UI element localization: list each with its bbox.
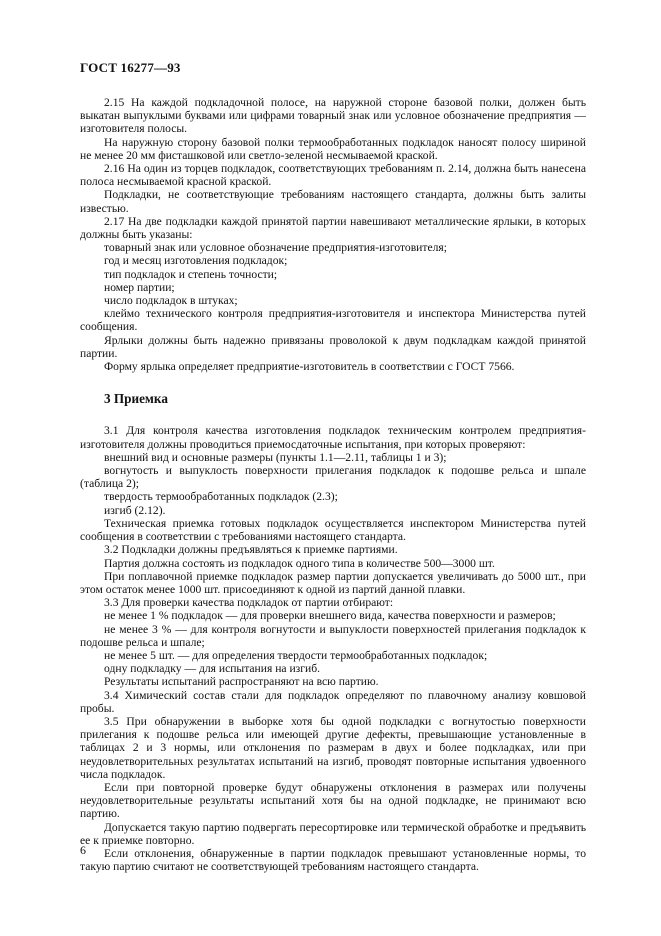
section-title: 3 Приемка [104, 391, 168, 407]
paragraph-2-15-paint: На наружную сторону базовой полки термообработанных подкладок наносят полосу шириной не менее 20 мм фисташковой или светло-зеленой несмываемой краской. [80, 135, 586, 162]
page-number: 6 [80, 843, 86, 857]
list-item: внешний вид и основные размеры (пункты 1.1—2.11, таблицы 1 и 3); [104, 450, 447, 464]
list-item: твердость термообработанных подкладок (2.3); [104, 490, 338, 504]
paragraph-3-2: 3.2 Подкладки должны предъявляться к приемке партиями. [104, 543, 398, 557]
paragraph-label-form: Форму ярлыка определяет предприятие-изготовитель в соответствии с ГОСТ 7566. [104, 360, 515, 374]
list-item: номер партии; [104, 280, 175, 294]
paragraph-3-1-tail: Техническая приемка готовых подкладок осуществляется инспектором Министерства путей сообщения в соответствии с требованиями настоящего стандарта. [80, 516, 586, 544]
document-body [80, 96, 586, 873]
paragraph-3-5-repeat: Если при повторной проверке будут обнаружены отклонения в размерах или получены неудовлетворительные результаты испытаний хотя бы на одной подкладке, не принимают всю партию. [80, 780, 586, 821]
list-item: клеймо технического контроля предприятия-изготовителя и инспектора Министерства путей сообщения. [80, 307, 586, 334]
list-item: не менее 5 шт. — для определения твердости термообработанных подкладок; [104, 648, 488, 662]
list-item: вогнутость и выпуклость поверхности прилегания подкладок к подошве рельса и шпале (таблица 2); [80, 464, 586, 491]
paragraph-3-3-tail: Результаты испытаний распространяют на всю партию. [104, 675, 379, 689]
paragraph-3-2-heat: При поплавочной приемке подкладок размер партии допускается увеличивать до 5000 шт., при этом остаток менее 1000 шт. присоединяют к одной из партий данной плавки. [80, 569, 586, 596]
document-header: ГОСТ 16277—93 [80, 60, 181, 75]
paragraph-3-1: 3.1 Для контроля качества изготовления подкладок техническим контролем предприятия-изготовителя должны проводиться приемосдаточные испытания, при которых проверяют: [80, 424, 586, 451]
paragraph-3-5-resort: Допускается такую партию подвергать пересортировке или термической обработке и предъявить ее к приемке повторно. [80, 820, 586, 847]
list-item: не менее 3 % — для контроля вогнутости и выпуклости поверхностей прилегания подкладок к подошве рельса и шпале; [80, 622, 586, 649]
paragraph-2-16: 2.16 На один из торцев подкладок, соответствующих требованиям п. 2.14, должна быть нанесена полоса несмываемой красной краской. [80, 162, 586, 189]
paragraph-2-16-lime: Подкладки, не соответствующие требованиям настоящего стандарта, должны быть залиты известью. [80, 188, 586, 215]
paragraph-3-3: 3.3 Для проверки качества подкладок от партии отбирают: [104, 596, 394, 610]
paragraph-2-15: 2.15 На каждой подкладочной полосе, на наружной стороне базовой полки, должен быть выкатан выпуклыми буквами или цифрами товарный знак или условное обозначение предприятия — изготовителя полосы. [80, 96, 586, 136]
list-item: не менее 1 % подкладок — для проверки внешнего вида, качества поверхности и размеров; [104, 609, 556, 623]
list-item: одну подкладку — для испытания на изгиб. [104, 662, 320, 676]
paragraph-2-17: 2.17 На две подкладки каждой принятой партии навешивают металлические ярлыки, в которых должны быть указаны: [80, 214, 586, 242]
paragraph-3-2-size: Партия должна состоять из подкладок одного типа в количестве 500—3000 шт. [104, 556, 495, 570]
paragraph-3-4: 3.4 Химический состав стали для подкладок определяют по плавочному анализу ковшовой пробы. [80, 688, 586, 715]
list-item: число подкладок в штуках; [104, 294, 238, 308]
list-item: год и месяц изготовления подкладок; [104, 254, 288, 268]
list-item: изгиб (2.12). [104, 503, 166, 517]
paragraph-3-5: 3.5 При обнаружении в выборке хотя бы одной подкладки с вогнутостью поверхности прилегания к подошве рельса или имеющей другие дефекты, превышающие установленные в таблицах 2 и 3 нормы, или отклонения по размерам в двух и более подкладках, или при неудовлетворительных результатах испытаний на изгиб, проводят повторные испытания удвоенного числа подкладок. [80, 714, 586, 781]
list-item: товарный знак или условное обозначение предприятия-изготовителя; [104, 241, 447, 255]
paragraph-3-5-reject: Если отклонения, обнаруженные в партии подкладок превышают установленные нормы, то такую партию считают не соответствующей требованиям настоящего стандарта. [80, 846, 586, 874]
list-item: тип подкладок и степень точности; [104, 267, 278, 281]
paragraph-labels-attach: Ярлыки должны быть надежно привязаны проволокой к двум подкладкам каждой принятой партии. [80, 333, 586, 360]
